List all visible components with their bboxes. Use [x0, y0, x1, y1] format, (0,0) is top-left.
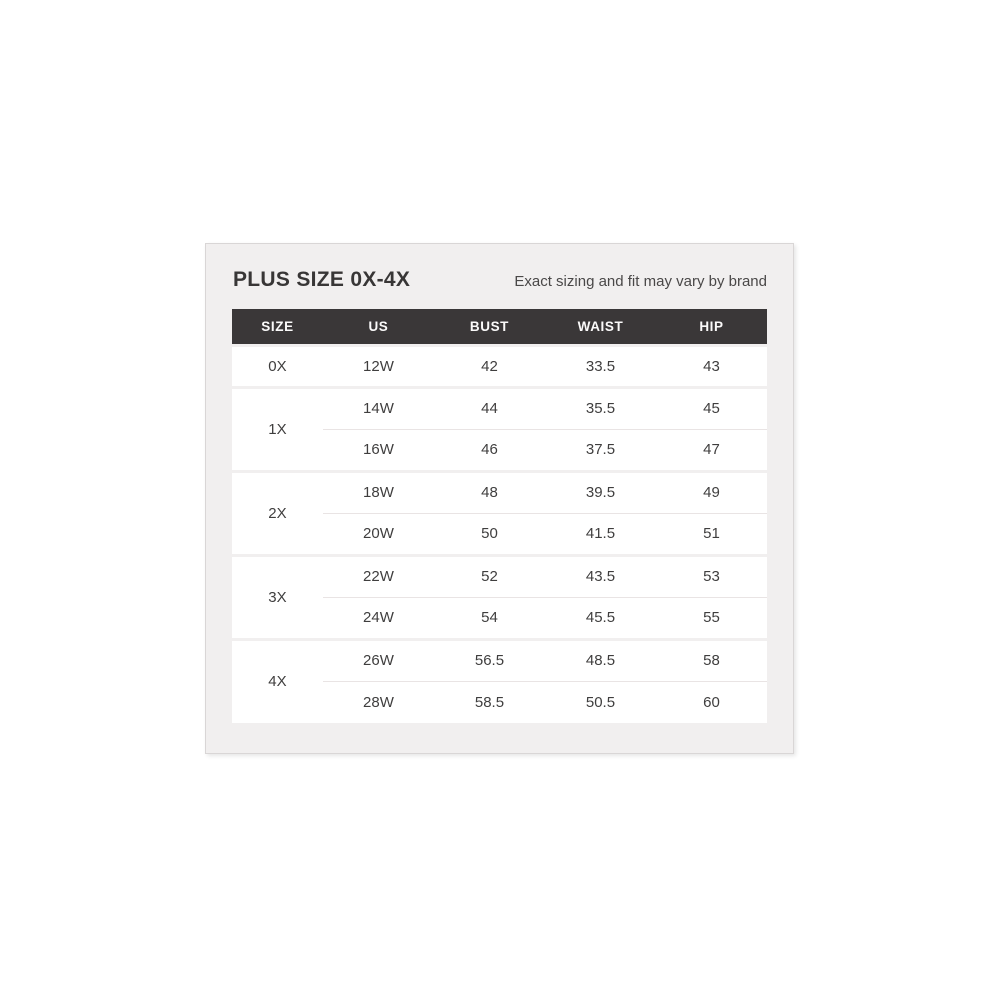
table-row: [232, 555, 767, 597]
card-header: [233, 267, 767, 293]
measurement-cell: 41.5: [585, 525, 616, 542]
measurement-cell: 43.5: [545, 555, 656, 597]
measurement-cell: 37.5: [585, 441, 616, 458]
column-header-size: SIZE: [232, 309, 323, 345]
size-group-3x: [232, 555, 767, 639]
measurement-cell: 50: [481, 525, 498, 542]
measurement-cell: 47: [703, 441, 720, 458]
chart-title: PLUS SIZE 0X-4X: [233, 268, 411, 291]
column-header-bust: BUST: [434, 309, 545, 345]
measurement-cell: 42: [481, 357, 498, 375]
table-row: [232, 471, 767, 513]
size-label: 4X: [268, 673, 287, 691]
measurement-cell: 60: [703, 693, 720, 711]
measurement-cell: 39.5: [545, 471, 656, 513]
size-label: 3X: [268, 588, 287, 606]
column-header-us: US: [323, 309, 434, 345]
size-group-1x: [232, 387, 767, 471]
measurement-cell: 14W: [323, 387, 434, 429]
measurement-cell: 22W: [323, 555, 434, 597]
size-table: [232, 309, 767, 723]
measurement-cell: 28W: [363, 693, 394, 711]
table-row: [232, 345, 767, 387]
measurement-cell: 46: [481, 441, 498, 458]
measurement-cell: 55: [703, 609, 720, 626]
measurement-cell: 51: [703, 525, 720, 542]
size-chart-card: [205, 243, 794, 754]
column-header-hip: HIP: [656, 309, 767, 345]
size-label: 0X: [268, 357, 287, 375]
measurement-cell: 53: [656, 555, 767, 597]
measurement-cell: 56.5: [434, 639, 545, 681]
size-group-4x: [232, 639, 767, 723]
size-label: 1X: [268, 420, 287, 438]
measurement-cell: 49: [656, 471, 767, 513]
size-group-0x: [232, 345, 767, 387]
column-header-waist: WAIST: [545, 309, 656, 345]
measurement-cell: 16W: [363, 441, 394, 458]
measurement-cell: 58: [656, 639, 767, 681]
measurement-cell: 48: [434, 471, 545, 513]
header-row: [232, 309, 767, 345]
measurement-cell: 45: [656, 387, 767, 429]
size-group-2x: [232, 471, 767, 555]
measurement-cell: 54: [481, 609, 498, 626]
measurement-cell: 45.5: [585, 609, 616, 626]
measurement-cell: 50.5: [585, 693, 616, 711]
measurement-cell: 43: [703, 357, 720, 375]
measurement-cell: 35.5: [545, 387, 656, 429]
measurement-cell: 48.5: [545, 639, 656, 681]
measurement-cell: 33.5: [585, 357, 616, 375]
size-label: 2X: [268, 504, 287, 522]
chart-subtitle: Exact sizing and fit may vary by brand: [514, 273, 767, 290]
measurement-cell: 18W: [323, 471, 434, 513]
table-row: [232, 387, 767, 429]
measurement-cell: 20W: [363, 525, 394, 542]
measurement-cell: 26W: [323, 639, 434, 681]
measurement-cell: 58.5: [474, 693, 505, 711]
table-row: [232, 639, 767, 681]
measurement-cell: 24W: [363, 609, 394, 626]
measurement-cell: 52: [434, 555, 545, 597]
measurement-cell: 44: [434, 387, 545, 429]
size-table-header: [232, 309, 767, 345]
measurement-cell: 12W: [363, 357, 394, 375]
